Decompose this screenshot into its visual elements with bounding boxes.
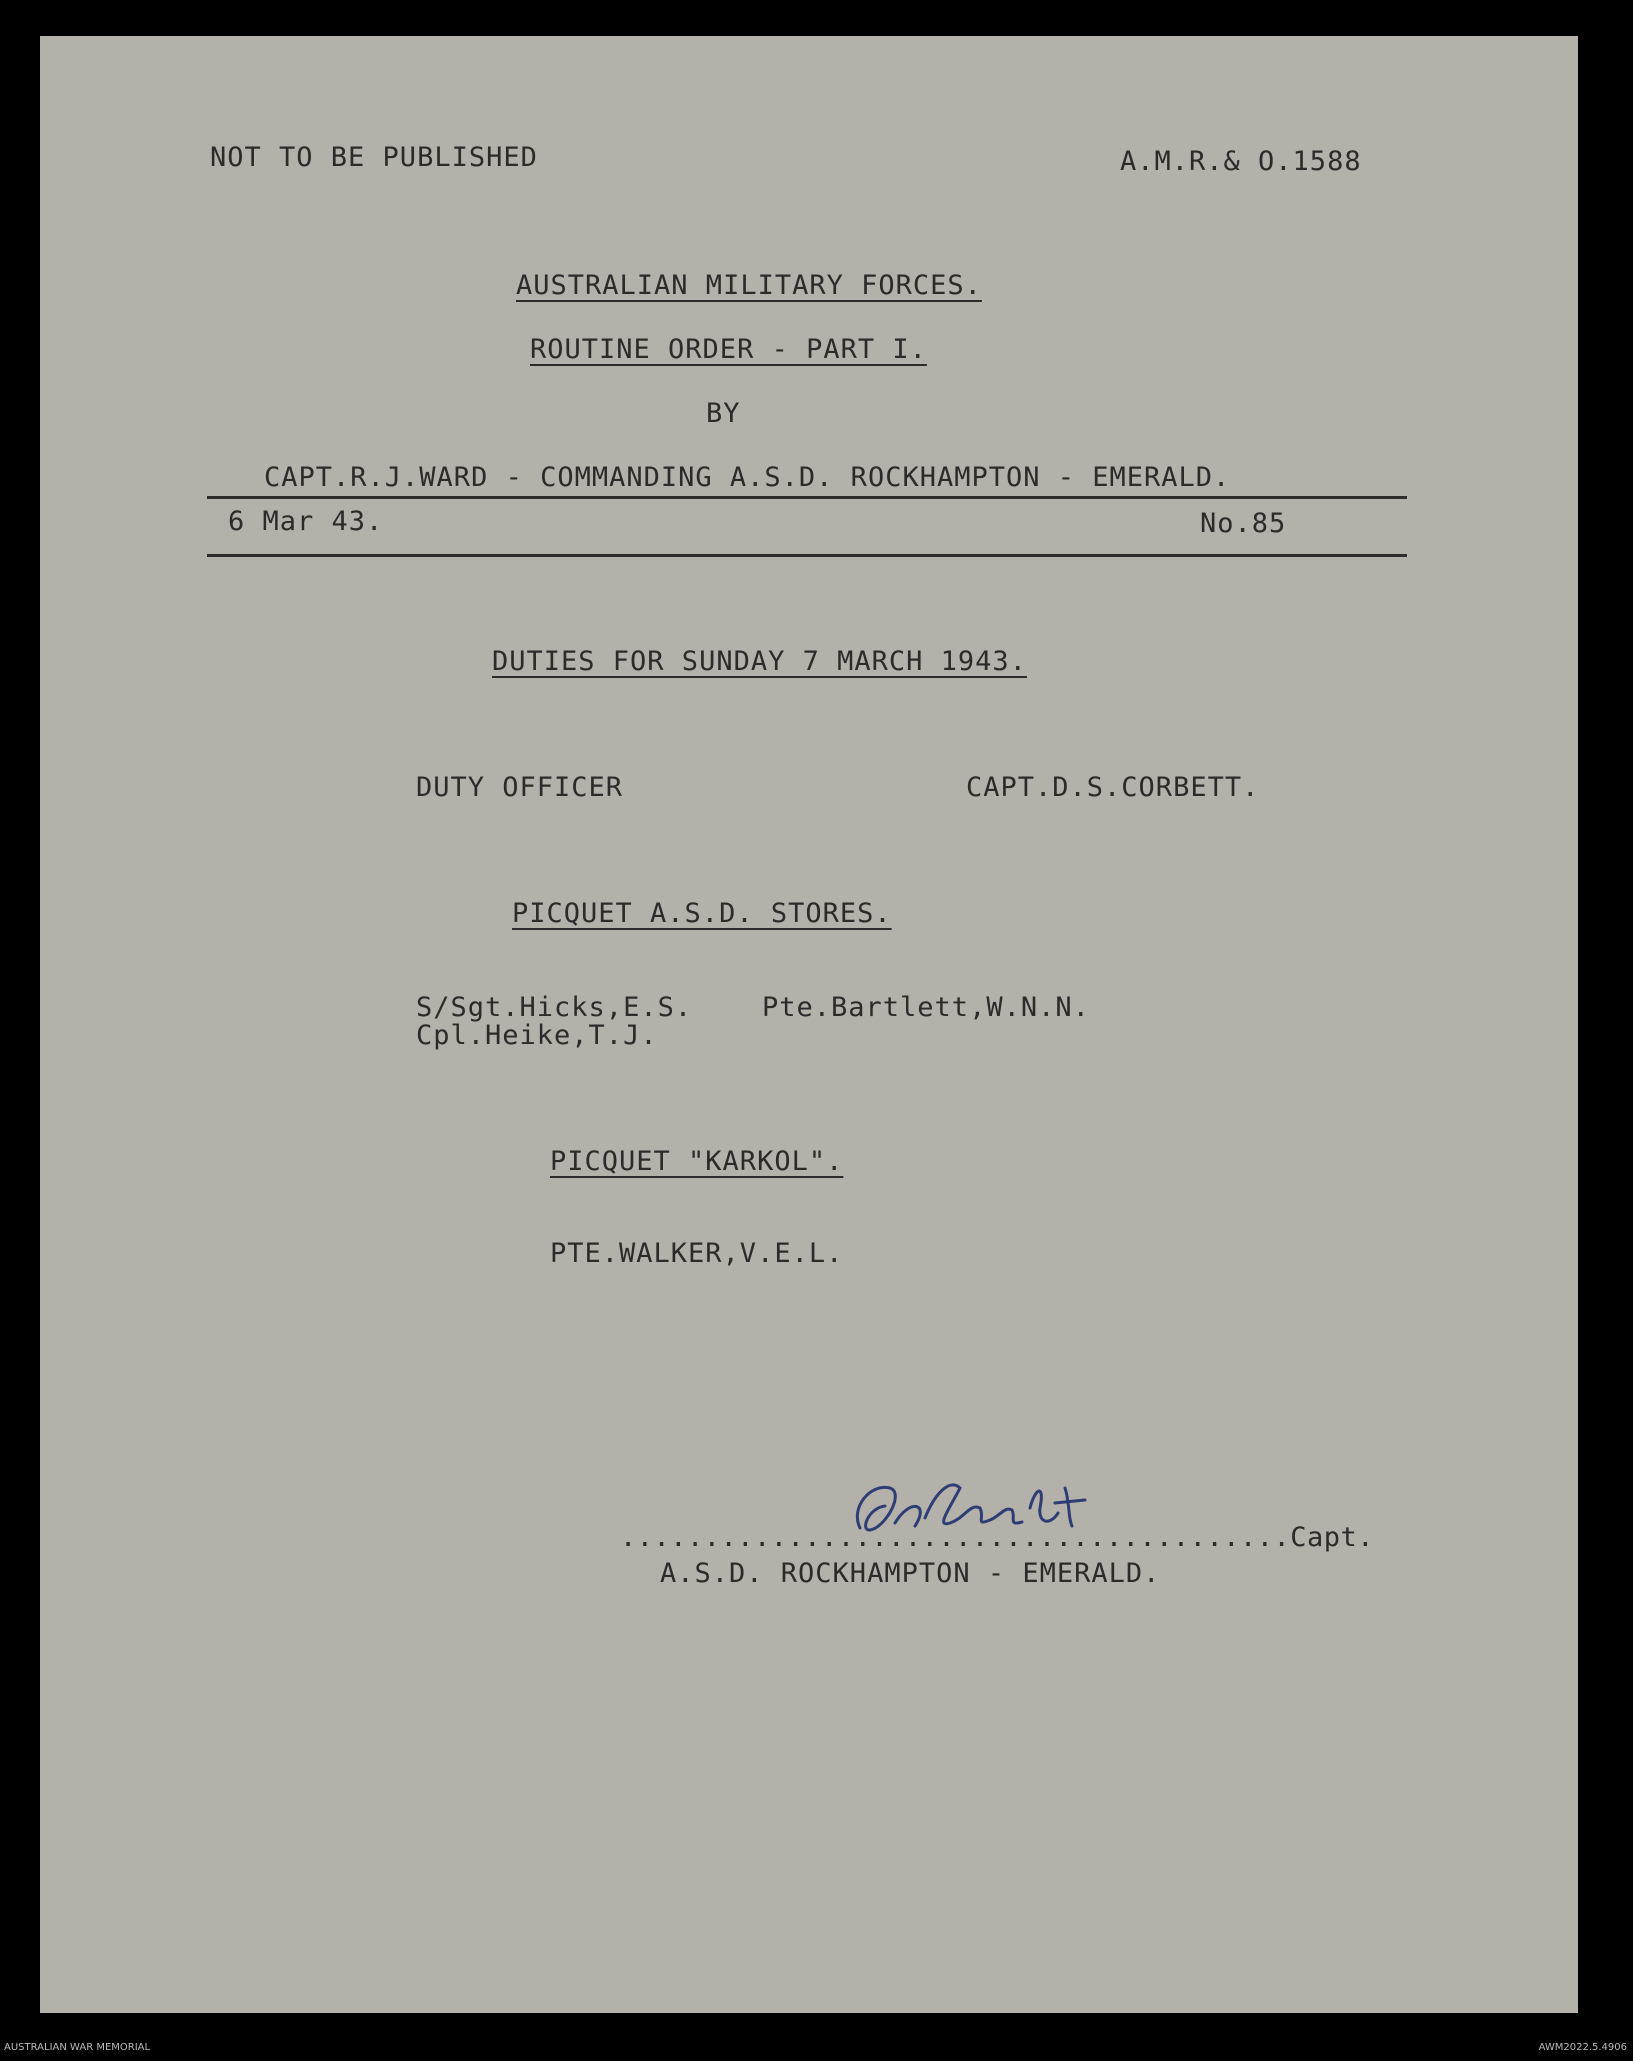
restriction-notice: NOT TO BE PUBLISHED: [210, 142, 538, 173]
footer-archive-name: AUSTRALIAN WAR MEMORIAL: [4, 2042, 151, 2053]
signature-unit: A.S.D. ROCKHAMPTON - EMERALD.: [660, 1558, 1161, 1589]
picquet-member: S/Sgt.Hicks,E.S.: [416, 992, 693, 1023]
title-line-3: BY: [706, 398, 741, 429]
picquet-stores-heading: PICQUET A.S.D. STORES.: [512, 898, 892, 929]
order-date: 6 Mar 43.: [228, 506, 384, 537]
title-line-2: ROUTINE ORDER - PART I.: [530, 334, 927, 365]
document-page: [40, 36, 1578, 2013]
order-number: No.85: [1200, 508, 1287, 539]
reference-number: A.M.R.& O.1588: [1120, 146, 1362, 177]
signature-dots-rank: ........................................Capt.: [620, 1522, 1374, 1553]
picquet-member: Pte.Bartlett,W.N.N.: [762, 992, 1090, 1023]
picquet-karkol-heading: PICQUET "KARKOL".: [550, 1146, 844, 1177]
footer-accession-number: AWM2022.5.4906: [1538, 2042, 1627, 2053]
lower-rule: [207, 554, 1407, 557]
upper-rule: [207, 496, 1407, 499]
title-line-1: AUSTRALIAN MILITARY FORCES.: [516, 270, 982, 301]
duty-officer-name: CAPT.D.S.CORBETT.: [966, 772, 1260, 803]
commanding-line: CAPT.R.J.WARD - COMMANDING A.S.D. ROCKHAMPTON - EMERALD.: [264, 462, 1231, 493]
picquet-member: Cpl.Heike,T.J.: [416, 1020, 658, 1051]
duties-heading: DUTIES FOR SUNDAY 7 MARCH 1943.: [492, 646, 1027, 677]
karkol-member: PTE.WALKER,V.E.L.: [550, 1238, 844, 1269]
duty-officer-label: DUTY OFFICER: [416, 772, 624, 803]
